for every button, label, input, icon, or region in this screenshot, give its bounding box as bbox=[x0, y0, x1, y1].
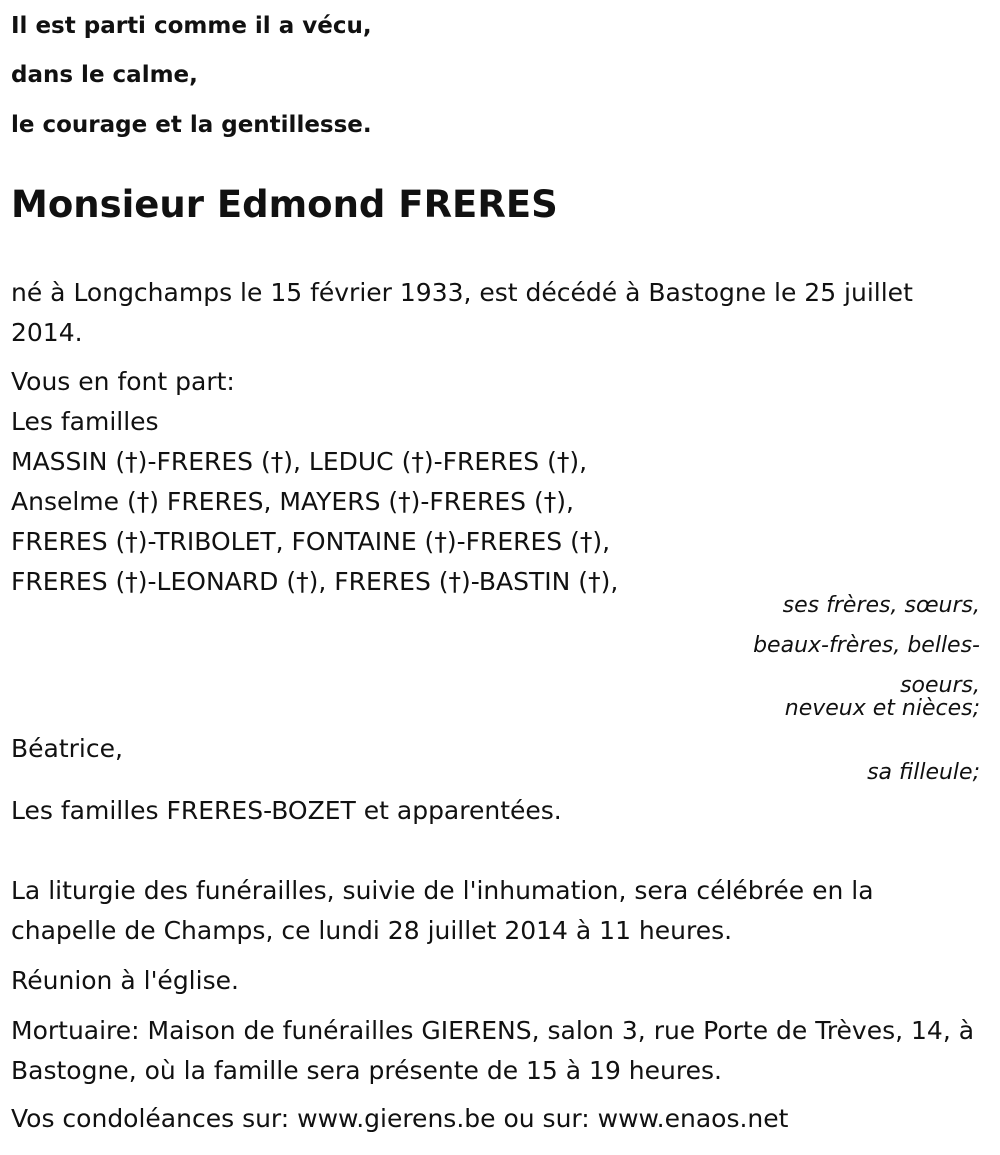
verse-line-3: le courage et la gentillesse. bbox=[11, 112, 372, 138]
families-heading: Les familles bbox=[11, 407, 159, 436]
condolences-text: Vos condoléances sur: www.gierens.be ou sur: www.enaos.net bbox=[11, 1104, 789, 1133]
birth-death-text: né à Longchamps le 15 février 1933, est décédé à Bastogne le 25 juillet 2014. bbox=[11, 278, 913, 347]
relation-in-laws-cont: soeurs, bbox=[900, 673, 980, 698]
other-families-text: Les familles FRERES-BOZET et apparentées. bbox=[11, 796, 562, 825]
deceased-name: Monsieur Edmond FRERES bbox=[11, 183, 558, 226]
meeting-text: Réunion à l'église. bbox=[11, 966, 239, 995]
family-line: FRERES (†)-LEONARD (†), FRERES (†)-BASTIN (†), bbox=[11, 567, 619, 596]
liturgy-text: La liturgie des funérailles, suivie de l'inhumation, sera célébrée en la chapelle de Champs, ce lundi 28 juillet 2014 à 11 heures. bbox=[11, 876, 874, 945]
relation-nephews: neveux et nièces; bbox=[784, 696, 980, 721]
family-line: FRERES (†)-TRIBOLET, FONTAINE (†)-FRERES (†), bbox=[11, 527, 611, 556]
verse-line-1: Il est parti comme il a vécu, bbox=[11, 13, 372, 39]
family-line: MASSIN (†)-FRERES (†), LEDUC (†)-FRERES (†), bbox=[11, 447, 588, 476]
verse-line-2: dans le calme, bbox=[11, 62, 198, 88]
goddaughter-name: Béatrice, bbox=[11, 734, 123, 763]
goddaughter-relation: sa filleule; bbox=[867, 760, 980, 785]
family-line: Anselme (†) FRERES, MAYERS (†)-FRERES (†), bbox=[11, 487, 574, 516]
relation-siblings: ses frères, sœurs, bbox=[782, 593, 980, 618]
relation-in-laws: beaux-frères, belles- bbox=[753, 633, 980, 658]
mortuary-text: Mortuaire: Maison de funérailles GIERENS, salon 3, rue Porte de Trèves, 14, à Bastogne, où la famille sera présente de 15 à 19 heures. bbox=[11, 1016, 975, 1085]
announcement-text: Vous en font part: bbox=[11, 367, 235, 396]
